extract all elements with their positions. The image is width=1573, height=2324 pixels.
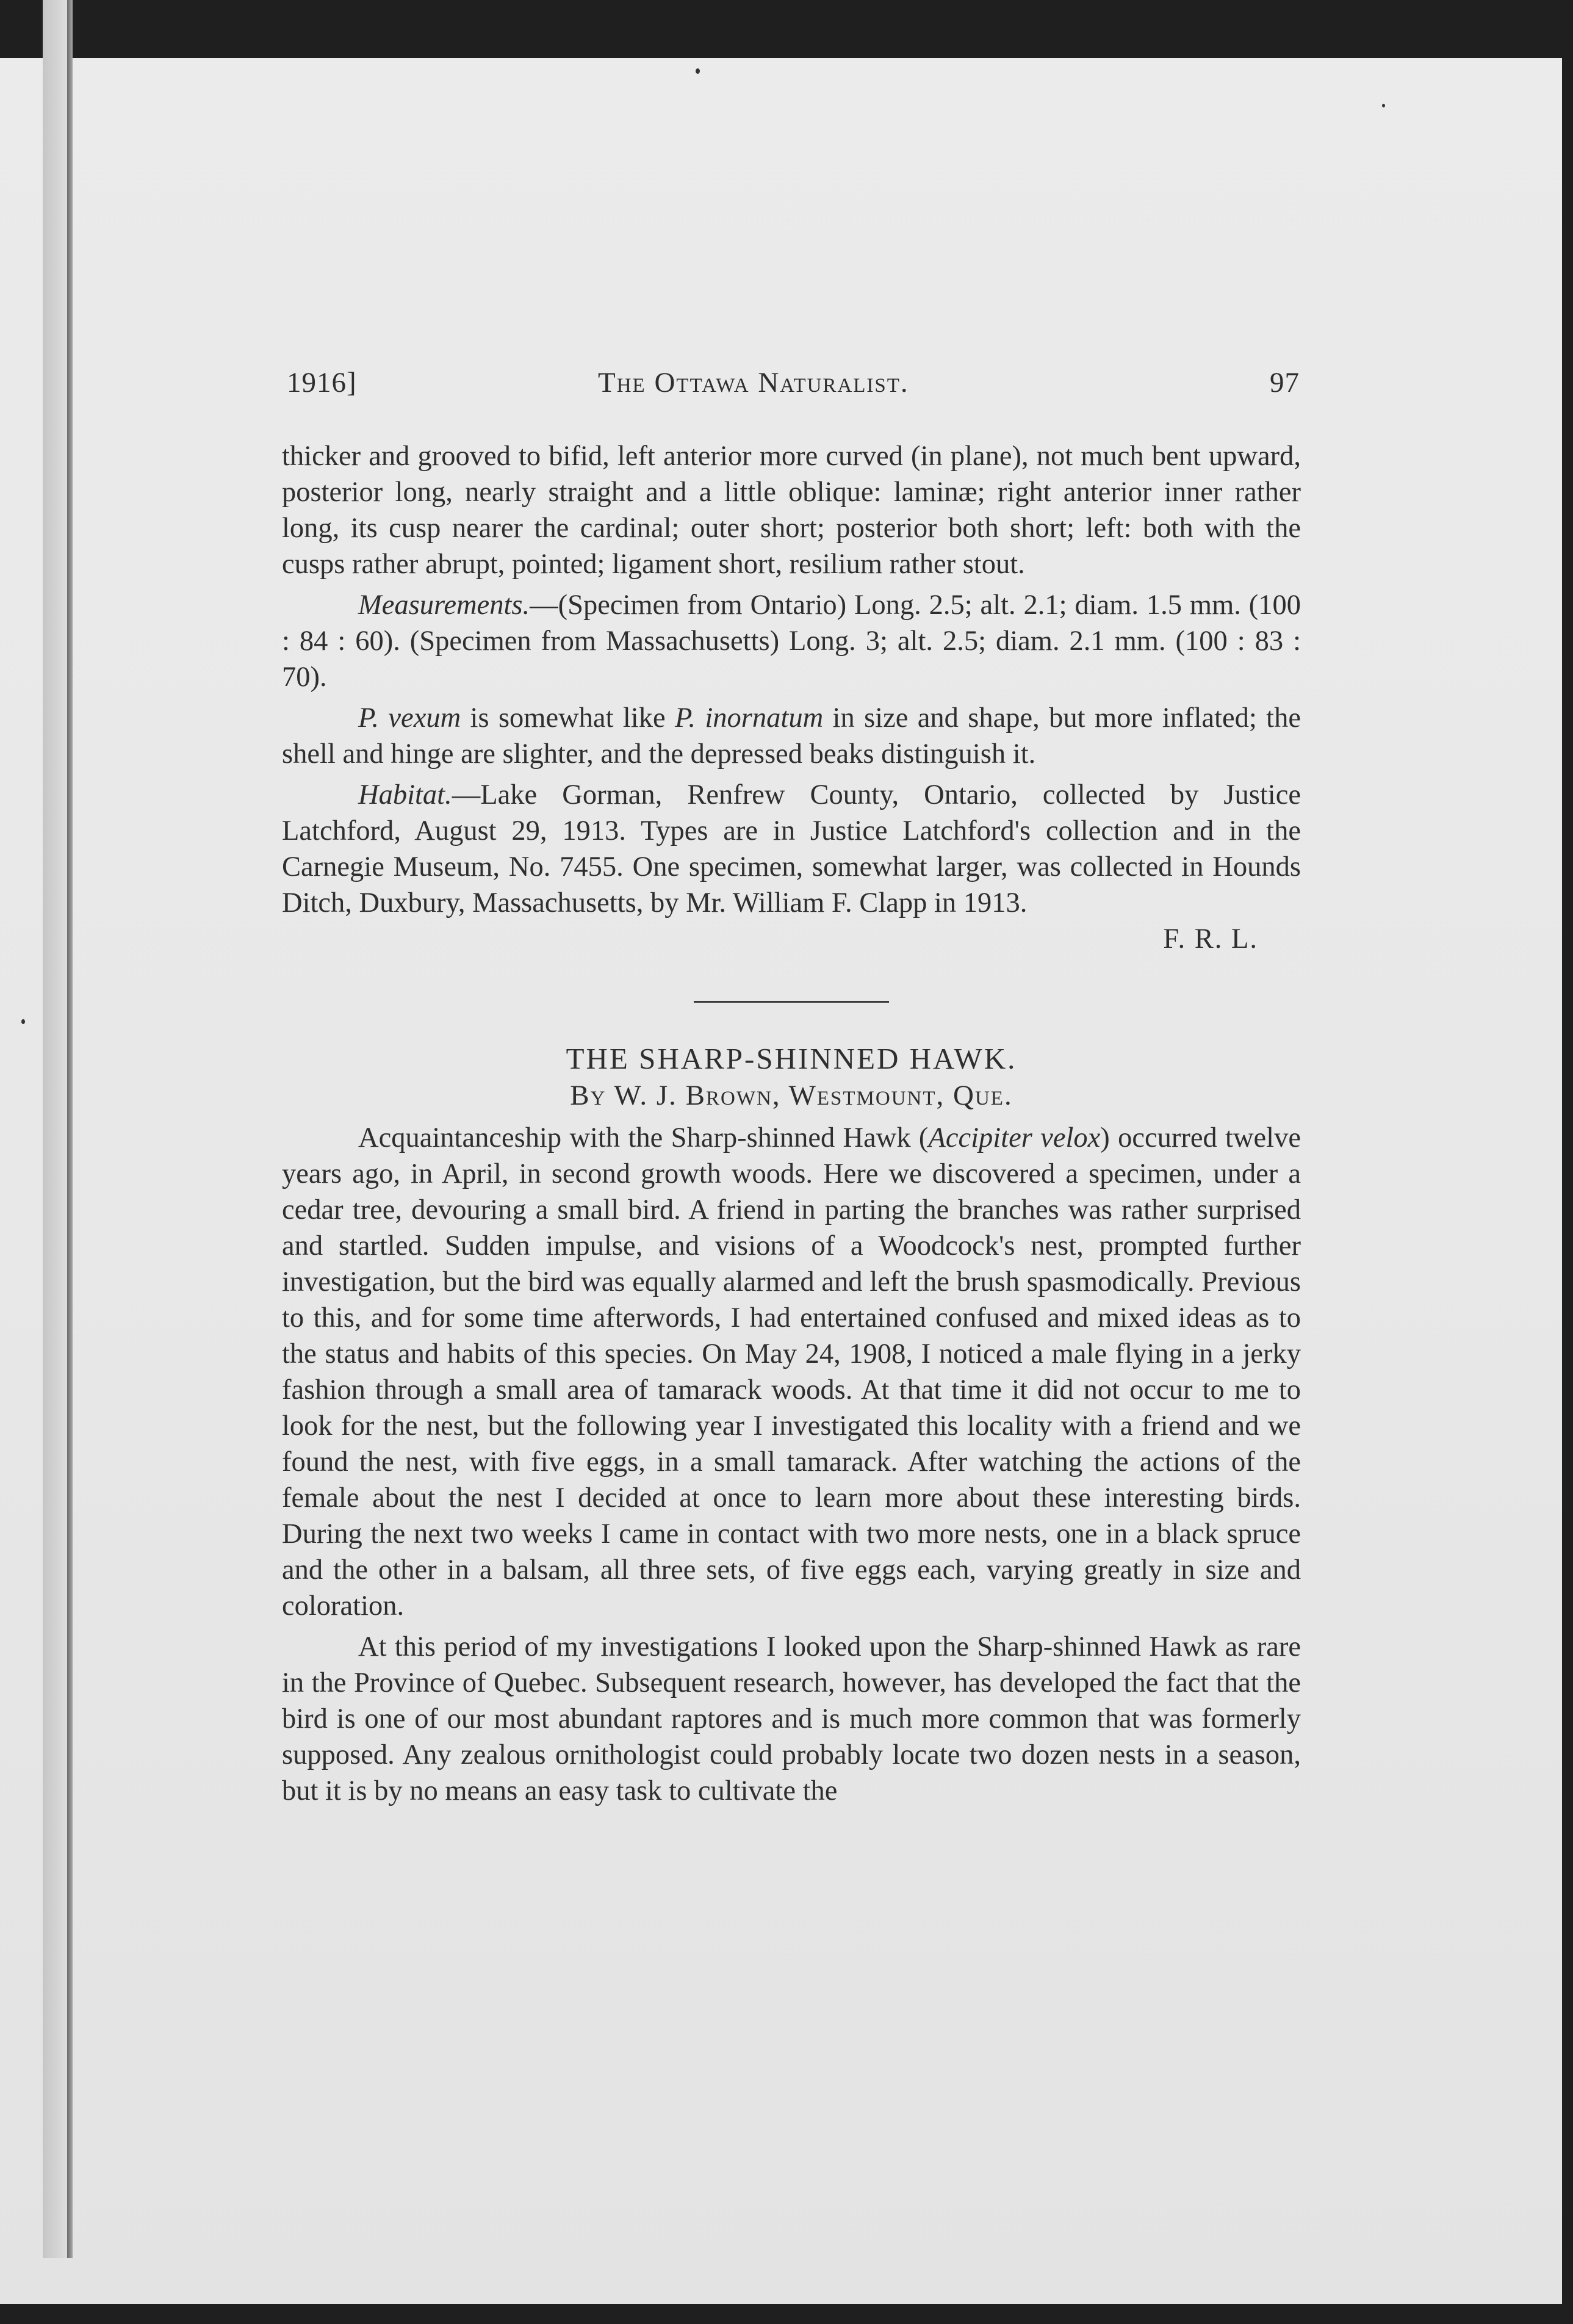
species-name-compared: P. inornatum — [674, 702, 824, 734]
acquaintance-text-start: Acquaintanceship with the Sharp-shinned Hawk ( — [358, 1122, 929, 1153]
latin-name: Accipiter velox — [928, 1122, 1101, 1153]
paragraph-measurements — [282, 587, 1301, 695]
journal-title: The Ottawa Naturalist. — [598, 367, 909, 399]
comparison-text-mid: is somewhat like — [461, 702, 675, 734]
species-name: P. vexum — [358, 702, 461, 734]
comparison-text: in size and shape, but more inflated; the shell and hinge are slighter, and the depressed beaks distinguish it. — [282, 702, 1301, 770]
measurements-text: —(Specimen from Ontario) Long. 2.5; alt. 2.1; diam. 1.5 mm. (100 : 84 : 60). (Specimen from Massachusetts) Long. 3; alt. 2.5; diam. 2.1 mm. (100 : 83 : 70). — [282, 590, 1301, 693]
acquaintance-text: ) occurred twelve years ago, in April, in second growth woods. Here we discovered a specimen, under a cedar tree, devouring a small bird. A friend in parting the branches was rather surprised and startled. Sudden impulse, and visions of a Woodcock's nest, prompted further investigation, but the bird was equally alarmed and left the brush spasmodically. Previous to this, and for some time afterwords, I had entertained confused and mixed ideas as to the status and habits of this species. On May 24, 1908, I noticed a male flying in a jerky fashion through a small area of tamarack woods. At that time it did not occur to me to look for the nest, but the following year I investigated this locality with a friend and we found the nest, with five eggs, in a small tamarack. After watching the actions of the female about the nest I decided at once to learn more about these interesting birds. During the next two weeks I came in contact with two more nests, one in a black spruce and the other in a balsam, all three sets, of five eggs each, varying greatly in size and coloration. — [282, 1122, 1301, 1622]
paragraph-investigations: At this period of my investigations I looked upon the Sharp-shinned Hawk as rare in the Province of Quebec. Subsequent research, however, has developed the fact that the bird is one of our most abundant raptores and is much more common that was formerly supposed. Any zealous ornithologist could probably locate two dozen nests in a season, but it is by no means an easy task to cultivate the — [282, 1631, 1301, 1806]
author-initials: F. R. L. — [1163, 923, 1258, 955]
paragraph-shell-description: thicker and grooved to bifid, left anterior more curved (in plane), not much bent upward, posterior long, nearly straight and a little oblique: laminæ; right anterior inner rather long, its cusp nearer the cardinal; outer short; posterior both short; left: both with the cusps rather abrupt, pointed; ligament short, resilium rather stout. — [282, 441, 1301, 580]
scan-speck — [1382, 104, 1385, 107]
article-byline: By W. J. Brown, Westmount, Que. — [570, 1080, 1013, 1111]
page-number: 97 — [1270, 367, 1300, 399]
page-gutter — [67, 0, 73, 2258]
running-head — [287, 366, 1300, 409]
paragraph-acquaintance — [282, 1120, 1301, 1624]
paragraph-habitat — [282, 777, 1301, 921]
gutter-shadow — [43, 0, 68, 2258]
measurements-label: Measurements. — [358, 590, 530, 621]
paragraph-comparison — [282, 700, 1301, 772]
habitat-text: —Lake Gorman, Renfrew County, Ontario, collected by Justice Latchford, August 29, 1913. Types are in Justice Latchford's collection and in the Carnegie Museum, No. 7455. One specimen, somewhat larger, was collected in Hounds Ditch, Duxbury, Massachusetts, by Mr. William F. Clapp in 1913. — [282, 779, 1301, 918]
header-year: 1916] — [287, 367, 357, 399]
habitat-label: Habitat. — [358, 779, 452, 810]
article-title: THE SHARP-SHINNED HAWK. — [566, 1042, 1017, 1075]
section-divider — [694, 1001, 889, 1003]
scan-speck — [21, 1019, 25, 1024]
scan-speck — [696, 68, 700, 74]
page-body — [282, 438, 1301, 1809]
